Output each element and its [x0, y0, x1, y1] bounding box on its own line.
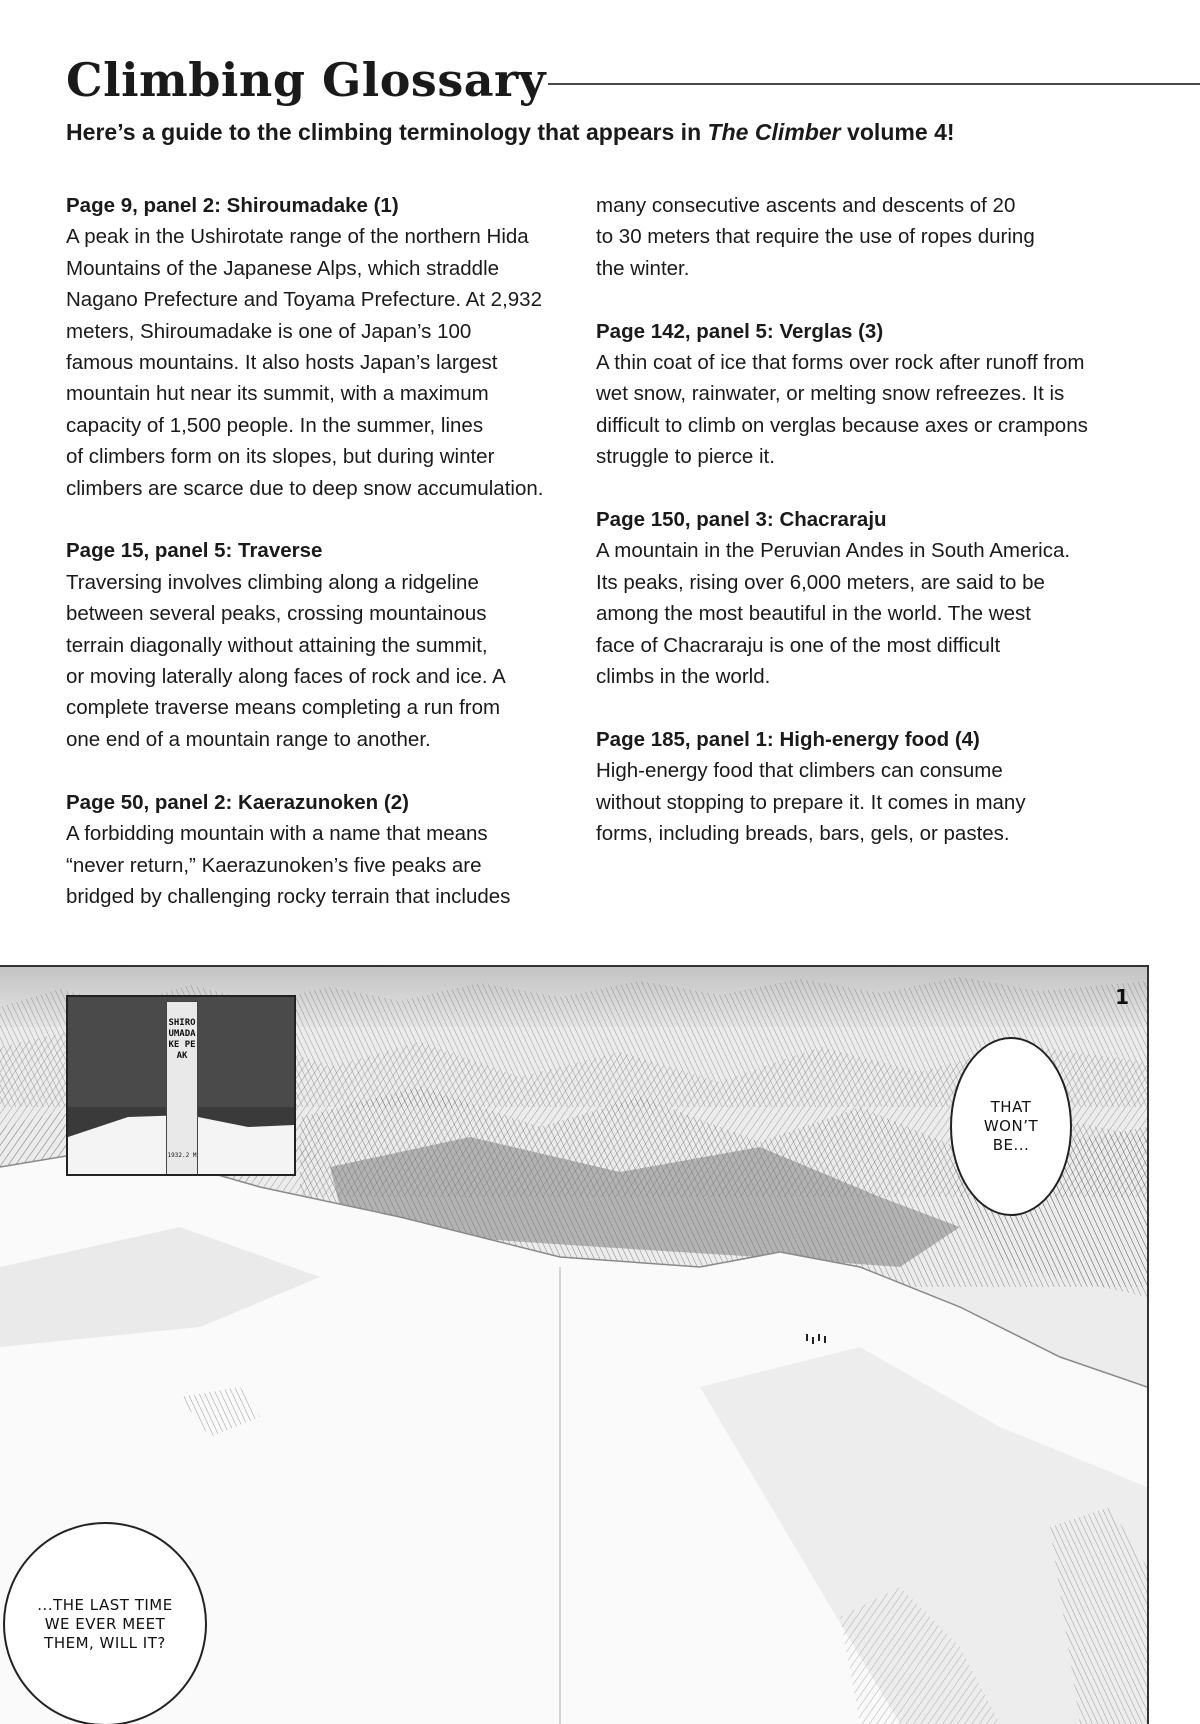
glossary-entry-heading: Page 50, panel 2: Kaerazunoken (2)	[66, 790, 409, 814]
manga-page-number: 1	[1115, 985, 1129, 1009]
glossary-entry	[66, 787, 566, 913]
glossary-entry-line: one end of a mountain range to another.	[66, 727, 431, 751]
glossary-entry-line: A peak in the Ushirotate range of the northern Hida	[66, 225, 529, 249]
summit-inset-panel	[66, 995, 296, 1176]
glossary-entry	[66, 535, 566, 755]
speech-bubble-bottom	[3, 1522, 207, 1724]
glossary-entry-line: Mountains of the Japanese Alps, which straddle	[66, 256, 500, 280]
glossary-entry-heading: Page 185, panel 1: High-energy food (4)	[596, 727, 980, 751]
glossary-entry-line: A forbidding mountain with a name that means	[66, 822, 488, 846]
glossary-entry-line: climbs in the world.	[596, 665, 771, 689]
glossary-entry-line: among the most beautiful in the world. The west	[596, 602, 1031, 626]
glossary-entry	[596, 504, 1116, 692]
glossary-entry	[66, 190, 566, 504]
glossary-entry-line: climbers are scarce due to deep snow accumulation.	[66, 476, 544, 500]
glossary-entry-line: complete traverse means completing a run from	[66, 696, 501, 720]
glossary-entry-line: Traversing involves climbing along a ridgeline	[66, 570, 479, 594]
glossary-entry-line: many consecutive ascents and descents of 20	[596, 194, 1016, 217]
glossary-entry-line: struggle to pierce it.	[596, 445, 775, 469]
glossary-entry-line: “never return,” Kaerazunoken’s five peaks are	[66, 853, 482, 877]
glossary-entry-line: bridged by challenging rocky terrain that includes	[66, 884, 511, 908]
glossary-column-right	[596, 190, 1116, 881]
glossary-entry-line: wet snow, rainwater, or melting snow refreezes. It is	[596, 382, 1065, 406]
glossary-entry-line: Nagano Prefecture and Toyama Prefecture. At 2,932	[66, 288, 542, 312]
glossary-entry-heading: Page 142, panel 5: Verglas (3)	[596, 319, 884, 343]
glossary-entry-line: A thin coat of ice that forms over rock after runoff from	[596, 351, 1085, 375]
page-subtitle	[66, 116, 1144, 148]
glossary-entry-heading: Page 150, panel 3: Chacraraju	[596, 508, 887, 532]
glossary-entry-heading: Page 15, panel 5: Traverse	[66, 539, 323, 563]
glossary-entry-line: High-energy food that climbers can consume	[596, 759, 1003, 783]
glossary-entry-line: the winter.	[596, 256, 690, 280]
glossary-entry-heading: Page 9, panel 2: Shiroumadake (1)	[66, 194, 399, 217]
glossary-entry	[596, 190, 1116, 284]
glossary-entry-line: between several peaks, crossing mountainous	[66, 602, 487, 626]
glossary-header	[66, 50, 1200, 120]
summit-post-height: 1932.2 M	[167, 1152, 197, 1159]
glossary-entry-line: forms, including breads, bars, gels, or pastes.	[596, 822, 1010, 846]
manga-panel	[0, 965, 1149, 1724]
glossary-entry-line: to 30 meters that require the use of ropes during	[596, 225, 1035, 249]
speech-bubble-top-text: THAT WON’T BE...	[983, 1098, 1039, 1154]
speech-bubble-bottom-text: ...THE LAST TIME WE EVER MEET THEM, WILL IT?	[37, 1595, 173, 1652]
glossary-entry-line: without stopping to prepare it. It comes in many	[596, 790, 1026, 814]
subtitle-suffix: volume 4!	[840, 119, 955, 145]
glossary-entry-line: mountain hut near its summit, with a maximum	[66, 382, 489, 406]
glossary-entry-line: difficult to climb on verglas because axes or crampons	[596, 413, 1088, 437]
glossary-entry-line: meters, Shiroumadake is one of Japan’s 100	[66, 319, 472, 343]
glossary-entry-line: Its peaks, rising over 6,000 meters, are said to be	[596, 570, 1045, 594]
glossary-entry-line: of climbers form on its slopes, but during winter	[66, 445, 495, 469]
subtitle-book-title: The Climber	[707, 119, 841, 145]
speech-bubble-top	[950, 1037, 1072, 1216]
glossary-entry	[596, 316, 1116, 473]
summit-marker-post	[166, 1001, 198, 1176]
glossary-entry-line: face of Chacraraju is one of the most difficult	[596, 633, 1001, 657]
glossary-entry-line: A mountain in the Peruvian Andes in South America.	[596, 539, 1071, 563]
summit-post-label: SHIROUMADAKE PEAK	[168, 1018, 196, 1061]
glossary-entry-line: terrain diagonally without attaining the summit,	[66, 633, 488, 657]
page-title: Climbing Glossary	[66, 53, 546, 107]
glossary-entry-line: famous mountains. It also hosts Japan’s largest	[66, 351, 498, 375]
title-rule	[548, 83, 1200, 85]
glossary-entry	[596, 724, 1116, 850]
subtitle-prefix: Here’s a guide to the climbing terminology that appears in	[66, 119, 708, 145]
glossary-column-left	[66, 190, 566, 944]
glossary-entry-line: capacity of 1,500 people. In the summer, lines	[66, 413, 484, 437]
glossary-entry-line: or moving laterally along faces of rock and ice. A	[66, 665, 506, 689]
